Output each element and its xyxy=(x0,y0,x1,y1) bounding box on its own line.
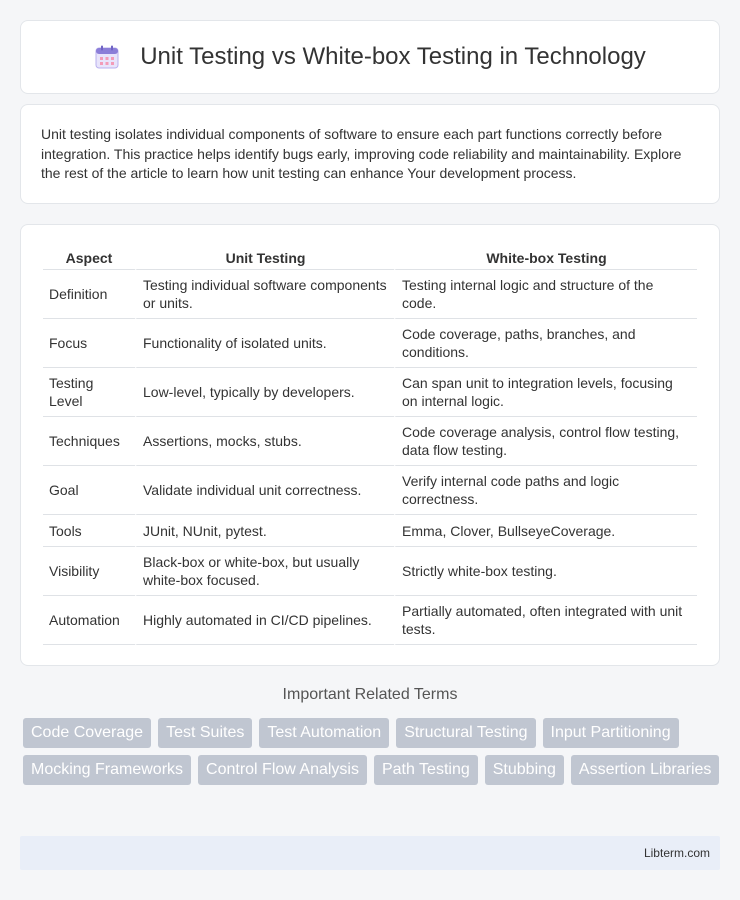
cell-white-box-testing: Partially automated, often integrated with unit tests. xyxy=(394,596,697,645)
column-header-unit-testing: Unit Testing xyxy=(135,245,394,270)
cell-white-box-testing: Strictly white-box testing. xyxy=(394,547,697,596)
cell-unit-testing: Validate individual unit correctness. xyxy=(135,466,394,515)
cell-unit-testing: Highly automated in CI/CD pipelines. xyxy=(135,596,394,645)
comparison-table-card xyxy=(20,224,720,666)
column-header-white-box-testing: White-box Testing xyxy=(394,245,697,270)
cell-unit-testing: Black-box or white-box, but usually white-box focused. xyxy=(135,547,394,596)
comparison-table xyxy=(43,245,697,645)
related-term-tag[interactable]: Test Automation xyxy=(259,718,389,748)
related-term-tag[interactable]: Mocking Frameworks xyxy=(23,755,191,785)
intro-text: Unit testing isolates individual components of software to ensure each part functions correctly before integration. This practice helps identify bugs early, improving code reliability and maintainability. Explore the rest of the article to learn how unit testing can enhance Your development process. xyxy=(41,126,682,181)
table-row xyxy=(43,319,697,368)
cell-white-box-testing: Testing internal logic and structure of the code. xyxy=(394,270,697,319)
related-terms-title: Important Related Terms xyxy=(282,686,458,703)
table-row xyxy=(43,547,697,596)
cell-unit-testing: Testing individual software components or units. xyxy=(135,270,394,319)
cell-white-box-testing: Code coverage, paths, branches, and conditions. xyxy=(394,319,697,368)
cell-unit-testing: Assertions, mocks, stubs. xyxy=(135,417,394,466)
related-term-tag[interactable]: Test Suites xyxy=(158,718,252,748)
cell-aspect: Goal xyxy=(43,466,135,515)
cell-aspect: Focus xyxy=(43,319,135,368)
cell-white-box-testing: Can span unit to integration levels, focusing on internal logic. xyxy=(394,368,697,417)
cell-aspect: Tools xyxy=(43,515,135,547)
related-term-tag[interactable]: Assertion Libraries xyxy=(571,755,720,785)
table-header-row xyxy=(43,245,697,270)
footer-site-link[interactable]: Libterm.com xyxy=(643,846,710,860)
cell-white-box-testing: Code coverage analysis, control flow testing, data flow testing. xyxy=(394,417,697,466)
cell-unit-testing: Low-level, typically by developers. xyxy=(135,368,394,417)
table-row xyxy=(43,596,697,645)
cell-aspect: Visibility xyxy=(43,547,135,596)
cell-aspect: Definition xyxy=(43,270,135,319)
cell-white-box-testing: Emma, Clover, BullseyeCoverage. xyxy=(394,515,697,547)
calendar-grid-icon xyxy=(94,44,120,70)
cell-white-box-testing: Verify internal code paths and logic correctness. xyxy=(394,466,697,515)
page-title: Unit Testing vs White-box Testing in Technology xyxy=(140,43,646,70)
table-row xyxy=(43,417,697,466)
table-row xyxy=(43,466,697,515)
related-term-tag[interactable]: Structural Testing xyxy=(396,718,535,748)
intro-card xyxy=(20,104,720,204)
cell-aspect: Testing Level xyxy=(43,368,135,417)
table-row xyxy=(43,515,697,547)
related-term-tag[interactable]: Path Testing xyxy=(374,755,478,785)
related-term-tag[interactable]: Stubbing xyxy=(485,755,564,785)
related-term-tag[interactable]: Control Flow Analysis xyxy=(198,755,367,785)
related-term-tag[interactable]: Code Coverage xyxy=(23,718,151,748)
footer xyxy=(20,836,720,870)
cell-unit-testing: Functionality of isolated units. xyxy=(135,319,394,368)
cell-aspect: Automation xyxy=(43,596,135,645)
column-header-aspect: Aspect xyxy=(43,245,135,270)
table-row xyxy=(43,270,697,319)
cell-aspect: Techniques xyxy=(43,417,135,466)
cell-unit-testing: JUnit, NUnit, pytest. xyxy=(135,515,394,547)
table-row xyxy=(43,368,697,417)
related-term-tag[interactable]: Input Partitioning xyxy=(543,718,679,748)
related-terms-list xyxy=(23,718,723,785)
header-card xyxy=(20,20,720,94)
